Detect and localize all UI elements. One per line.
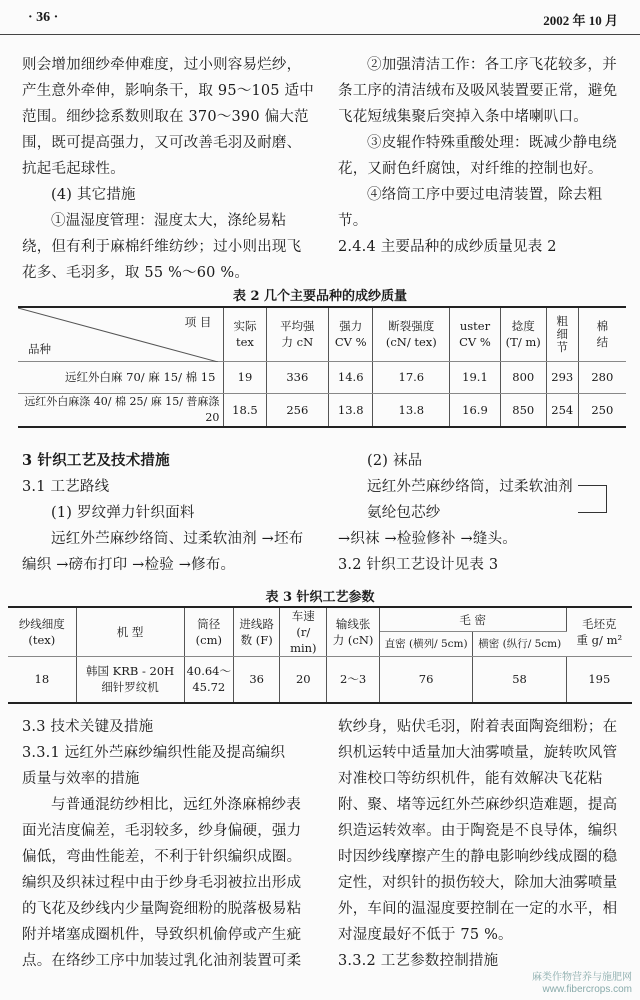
paragraph-line: 花多、毛羽多，取 55 %～60 %。 [22,265,250,281]
table2 [18,306,626,428]
left-column-top [22,52,322,286]
paragraph-line: 编织 →磅布打印 →检验 →修布。 [22,557,236,573]
table3 [8,606,632,704]
paragraph-line: ①温湿度管理：湿度太大，涤纶易粘 [51,213,287,229]
table3-header-cell: 车速 (r/ min) [280,607,327,657]
corner-label-top: 项 目 [184,315,212,329]
paragraph-line: 点。在络纱工序中加装过乳化油剂装置可柔 [22,953,302,969]
paragraph-line: 范围。细纱捻系数则取在 370～390 偏大范 [22,109,309,125]
paragraph-line: 软纱身，贴伏毛羽，附着表面陶瓷细粉；在 [338,719,618,735]
corner-label-bottom: 品种 [28,341,51,356]
table3-header-cell: 机 型 [76,607,184,657]
table2-header-cell: 断裂强度 (cN/ tex) [373,307,450,361]
paragraph-line: 条工序的清洁绒布及吸风装置要正常，避免 [338,83,618,99]
table3-header-cell: 筒径 (cm) [184,607,234,657]
table2-header-cell: 粗 细 节 [546,307,578,361]
table2-header-cell: 平均强 力 cN [266,307,329,361]
left-column-bottom [22,714,322,974]
table2-corner [18,307,224,361]
paragraph-line: ②加强清洁工作：各工序飞花较多，并 [367,57,617,73]
page-number: · 36 · [28,10,59,25]
paragraph-line: ③皮辊作特殊重酸处理：既减少静电绕 [367,135,617,151]
table3-caption: 表 3 针织工艺参数 [265,590,375,605]
paragraph-line: 与普通混纺纱相比，远红外涤麻棉纱表 [51,797,301,813]
paragraph-line: 织造运转效率。由于陶瓷是不良导体，编织 [338,823,618,839]
paragraph-line: 的飞花及纱线内少量陶瓷细粉的脱落极易粘 [22,901,302,917]
paragraph-line: 定性，对织针的损伤较大，除加大油雾喷量 [338,875,618,891]
paragraph-line: ④络筒工序中要过电清装置，除去粗 [367,187,603,203]
table3-subheader-cell: 直密 (横列/ 5cm) [379,632,473,657]
paragraph-line: 飞花短绒集聚后突掉入条中堵喇叭口。 [338,109,588,125]
paragraph-line: 抗起毛起球性。 [22,161,125,177]
table-row: 远红外白麻涤 40/ 棉 25/ 麻 15/ 普麻涤 20 18.5 256 13.8 13.8 16.9 850 254 250 [18,393,626,427]
section-heading: 2.4.4 主要品种的成纱质量见表 2 [338,239,557,255]
paragraph-line: 花，又耐色纤腐蚀，对纤维的控制也好。 [338,161,603,177]
table3-header-cell: 进线路 数 (F) [234,607,280,657]
table2-header-cell: uster CV % [450,307,500,361]
subsection-heading: 3.3 技术关键及措施 [22,719,154,735]
subsection-heading: 3.3.2 工艺参数控制措施 [338,953,499,969]
table2-header-cell: 捻度 (T/ m) [500,307,546,361]
table3-header-cell: 输线张 力 (cN) [327,607,379,657]
page-header [0,0,640,35]
merge-bracket [578,485,607,513]
paragraph-line: 附、聚、堵等远红外苎麻纱织造难题，提高 [338,797,618,813]
paragraph-line: 对湿度最好不低于 75 %。 [338,927,513,943]
subsection-heading: 3.1 工艺路线 [22,479,110,495]
paragraph-line: 编织及织袜过程中由于纱身毛羽被拉出形成 [22,875,302,891]
table-row: 18 韩国 KRB - 20H 细针罗纹机 40.64～ 45.72 36 20 2～3 76 58 195 [8,657,632,703]
subheading: (2) 袜品 [367,453,423,469]
paragraph-line: 产生意外牵伸，影响条干，取 95～105 适中 [22,83,314,99]
paragraph-line: 附并堵塞成圈机件，导致织机偷停或产生疵 [22,927,302,943]
section-heading: 3.2 针织工艺设计见表 3 [338,557,499,573]
subsection-heading: 3.3.1 远红外苎麻纱编织性能及提高编织 [22,745,286,761]
table2-header-cell: 实际 tex [224,307,266,361]
paragraph-line: 远红外苎麻纱络筒，过柔软油剂 [367,479,573,495]
section-heading: 3 针织工艺及技术措施 [22,452,170,469]
paragraph-line: 氨纶包芯纱 [367,505,441,521]
issue-date: 2002 年 10 月 [543,13,618,28]
table3-header-cell: 纱线细度 (tex) [8,607,76,657]
table2-caption: 表 2 几个主要品种的成纱质量 [232,289,408,304]
table-row: 远红外白麻 70/ 麻 15/ 棉 15 19 336 14.6 17.6 19.1 800 293 280 [18,361,626,393]
paragraph-line: 面光洁度偏差，毛羽较多，纱身偏硬，强力 [22,823,302,839]
subheading: (1) 罗纹弹力针织面料 [51,505,195,521]
paragraph-line: →织袜 →检验修补 →缝头。 [338,531,517,547]
paragraph-line: 远红外苎麻纱络筒、过柔软油剂 →坯布 [51,531,304,547]
paragraph-line: 绕，但有利于麻棉纤维纺纱；过小则出现飞 [22,239,302,255]
paragraph-line: 时因纱线摩擦产生的静电影响纱线成圈的稳 [338,849,618,865]
left-column-mid [22,448,322,578]
paragraph-line: 围，既可提高强力，又可改善毛羽及耐磨、 [22,135,302,151]
paragraph-line: 织机运转中适量加大油雾喷量，旋转吹风管 [338,745,618,761]
paragraph-line: 偏低，弯曲性能差，不利于针织编织成圈。 [22,849,302,865]
site-watermark: 麻类作物营养与施肥网 www.fibercrops.com [532,972,632,995]
paragraph-line: 节。 [338,213,368,229]
subsection-heading: 质量与效率的措施 [22,771,140,787]
right-column-mid [338,448,628,578]
table3-header-cell: 毛 密 [379,607,566,632]
table3-subheader-cell: 横密 (纵行/ 5cm) [473,632,566,657]
table3-header-cell: 毛坯克 重 g/ m² [566,607,632,657]
paragraph-line: 则会增加细纱牵伸难度，过小则容易烂纱， [22,57,302,73]
table2-header-cell: 强力 CV % [329,307,373,361]
paragraph-line: 对准校口等纺织机件，能有效解决飞花粘 [338,771,603,787]
paragraph-line: 外，车间的温湿度要控制在一定的水平，相 [338,901,618,917]
right-column-top [338,52,628,260]
table2-header-cell: 棉 结 [578,307,626,361]
subheading: (4) 其它措施 [51,187,136,203]
right-column-bottom [338,714,628,974]
